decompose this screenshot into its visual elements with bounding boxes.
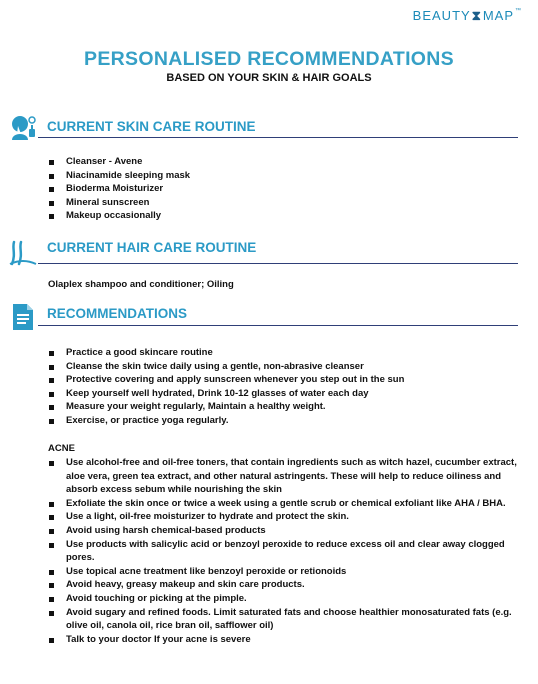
list-item: Protective covering and apply sunscreen whenever you step out in the sun	[48, 373, 518, 387]
brand-logo-left: BEAUTY	[412, 8, 471, 23]
hair-routine-text: Olaplex shampoo and conditioner; Oiling	[48, 279, 234, 290]
face-care-icon	[8, 112, 38, 142]
list-item: Keep yourself well hydrated, Drink 10-12 glasses of water each day	[48, 387, 518, 401]
list-item: Bioderma Moisturizer	[48, 182, 508, 196]
list-item: Avoid heavy, greasy makeup and skin care products.	[48, 578, 520, 592]
list-item: Makeup occasionally	[48, 209, 508, 223]
list-item: Talk to your doctor If your acne is severe	[48, 633, 520, 647]
hair-routine-heading: CURRENT HAIR CARE ROUTINE	[47, 240, 257, 255]
skin-divider	[38, 137, 518, 138]
hair-icon	[8, 238, 38, 268]
list-item: Use topical acne treatment like benzoyl peroxide or retionoids	[48, 565, 520, 579]
list-item: Exfoliate the skin once or twice a week using a gentle scrub or chemical exfoliant like AHA / BHA.	[48, 497, 520, 511]
brand-logo-right: MAP	[482, 8, 514, 23]
page-title: PERSONALISED RECOMMENDATIONS	[84, 48, 454, 70]
acne-list	[48, 456, 520, 646]
list-item: Niacinamide sleeping mask	[48, 169, 508, 183]
hourglass-icon: ⧗	[471, 8, 482, 23]
list-item: Exercise, or practice yoga regularly.	[48, 414, 518, 428]
list-item: Mineral sunscreen	[48, 196, 508, 210]
recommendations-divider	[38, 325, 518, 326]
trademark: ™	[515, 8, 522, 14]
document-icon	[8, 302, 38, 332]
list-item: Practice a good skincare routine	[48, 346, 518, 360]
recommendations-heading: RECOMMENDATIONS	[47, 306, 187, 321]
acne-label: ACNE	[48, 443, 75, 454]
list-item: Measure your weight regularly, Maintain a healthy weight.	[48, 400, 518, 414]
skin-routine-heading: CURRENT SKIN CARE ROUTINE	[47, 119, 256, 134]
page-subtitle: BASED ON YOUR SKIN & HAIR GOALS	[166, 72, 372, 84]
list-item: Cleanser - Avene	[48, 155, 508, 169]
recommendations-list	[48, 346, 518, 428]
hair-divider	[38, 263, 518, 264]
brand-logo	[413, 8, 522, 24]
list-item: Use alcohol-free and oil-free toners, that contain ingredients such as witch hazel, cucumber extract, aloe vera, green tea extract, and other natural astringents. These will help to reduce oiliness and absorb excess sebum while nourishing the skin	[48, 456, 520, 497]
list-item: Use a light, oil-free moisturizer to hydrate and protect the skin.	[48, 510, 520, 524]
list-item: Cleanse the skin twice daily using a gentle, non-abrasive cleanser	[48, 360, 518, 374]
list-item: Avoid using harsh chemical-based products	[48, 524, 520, 538]
list-item: Avoid touching or picking at the pimple.	[48, 592, 520, 606]
list-item: Use products with salicylic acid or benzoyl peroxide to reduce excess oil and clear away clogged pores.	[48, 538, 520, 565]
list-item: Avoid sugary and refined foods. Limit saturated fats and choose healthier monosaturated fats (e.g. olive oil, canola oil, rice bran oil, safflower oil)	[48, 606, 520, 633]
skin-routine-list	[48, 155, 508, 223]
